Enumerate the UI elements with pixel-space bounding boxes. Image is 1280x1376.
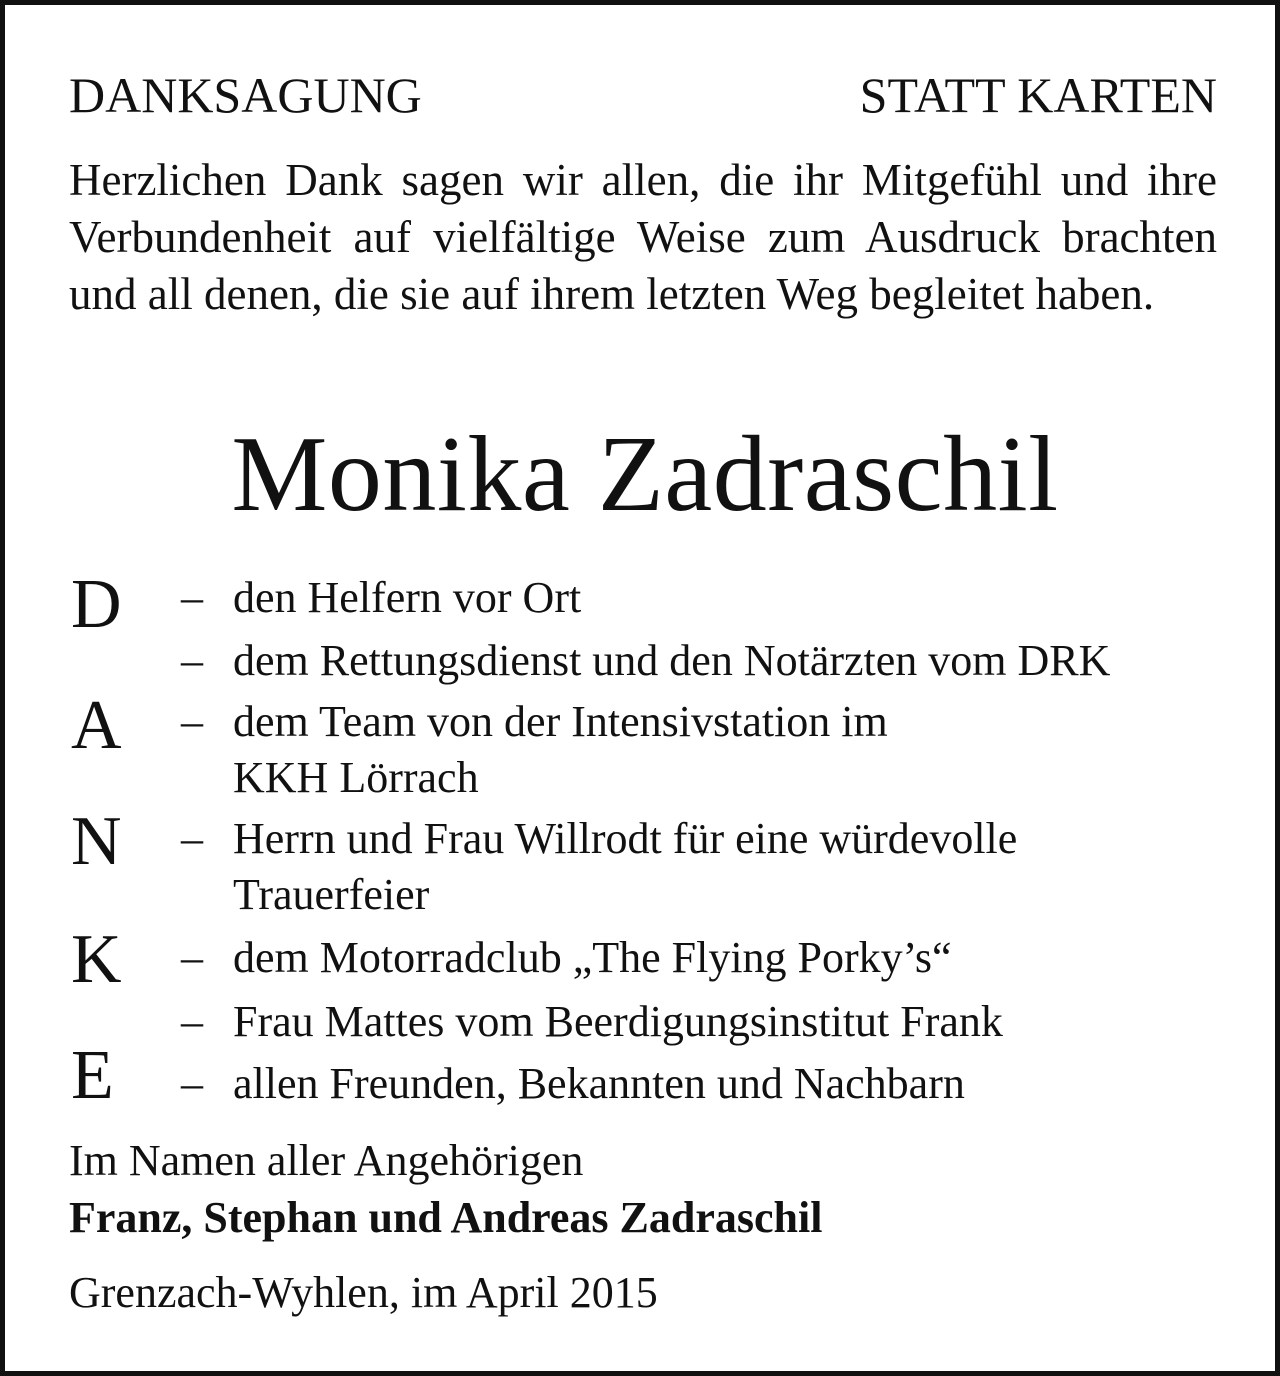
signers: Franz, Stephan und Andreas Zadraschil bbox=[69, 1193, 823, 1242]
item-dash: – bbox=[181, 636, 203, 685]
header-note: STATT KARTEN bbox=[859, 67, 1217, 123]
item-text: allen Freunden, Bekannten und Nachbarn bbox=[233, 1059, 965, 1108]
danke-letter: N bbox=[71, 803, 122, 880]
danke-letter: E bbox=[71, 1037, 114, 1114]
item-text: Frau Mattes vom Beerdigungsinstitut Frank bbox=[233, 997, 1003, 1046]
danke-letter: D bbox=[71, 566, 122, 643]
item-dash: – bbox=[181, 814, 203, 863]
on-behalf-line: Im Namen aller Angehörigen bbox=[69, 1136, 584, 1185]
item-text: dem Team von der Intensivstation im bbox=[233, 697, 888, 746]
intro-paragraph: Herzlichen Dank sagen wir allen, die ihr Mitgefühl und ihre Verbundenheit auf vielfältige Weise zum Ausdruck brachten und all denen, die sie auf ihrem letzten Weg begleitet haben. bbox=[69, 155, 1217, 319]
item-dash: – bbox=[181, 1059, 203, 1108]
item-dash: – bbox=[181, 997, 203, 1046]
deceased-name: Monika Zadraschil bbox=[231, 415, 1059, 534]
header bbox=[69, 65, 1217, 125]
item-dash: – bbox=[181, 573, 203, 622]
item-text: KKH Lörrach bbox=[233, 753, 479, 802]
place-date: Grenzach-Wyhlen, im April 2015 bbox=[69, 1268, 658, 1317]
item-text: dem Rettungsdienst und den Notärzten vom DRK bbox=[233, 636, 1111, 685]
item-dash: – bbox=[181, 697, 203, 746]
item-text: den Helfern vor Ort bbox=[233, 573, 582, 622]
item-text: Herrn und Frau Willrodt für eine würdevolle bbox=[233, 814, 1018, 863]
danke-letter: A bbox=[71, 687, 122, 764]
item-text: dem Motorradclub „The Flying Porky’s“ bbox=[233, 933, 952, 982]
danke-letter: K bbox=[71, 921, 122, 998]
item-dash: – bbox=[181, 933, 203, 982]
header-title: DANKSAGUNG bbox=[69, 67, 422, 123]
item-text: Trauerfeier bbox=[233, 870, 430, 919]
